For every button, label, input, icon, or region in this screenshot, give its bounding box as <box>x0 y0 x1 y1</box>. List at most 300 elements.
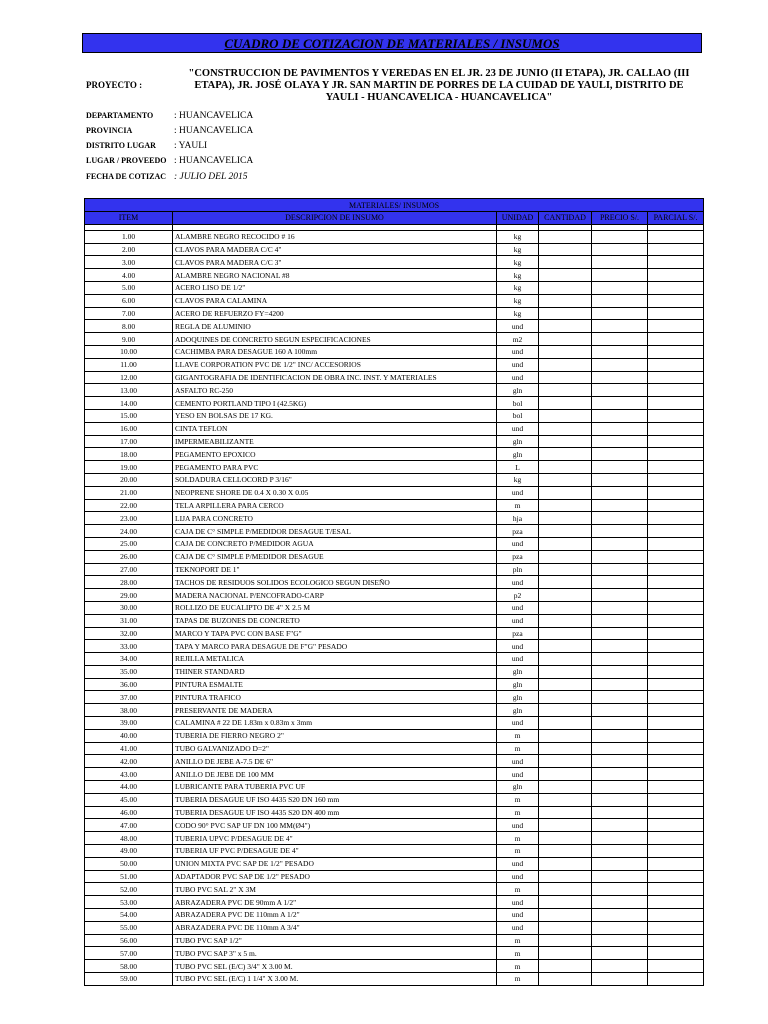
description-cell: PRESERVANTE DE MADERA <box>173 704 497 717</box>
price-cell <box>592 845 648 858</box>
unit-cell: kg <box>497 243 539 256</box>
table-row <box>85 256 704 269</box>
description-cell: CLAVOS PARA MADERA C/C 3" <box>173 256 497 269</box>
table-row <box>85 576 704 589</box>
price-cell <box>592 473 648 486</box>
price-cell <box>592 678 648 691</box>
table-row <box>85 947 704 960</box>
price-cell <box>592 704 648 717</box>
quantity-cell <box>539 525 592 538</box>
quantity-cell <box>539 793 592 806</box>
quantity-cell <box>539 307 592 320</box>
partial-cell <box>648 281 704 294</box>
price-cell <box>592 422 648 435</box>
item-cell: 2.00 <box>85 243 173 256</box>
quantity-cell <box>539 678 592 691</box>
item-cell: 38.00 <box>85 704 173 717</box>
description-cell: ALAMBRE NEGRO NACIONAL #8 <box>173 269 497 282</box>
description-cell: NEOPRENE SHORE DE 0.4 X 0.30 X 0.05 <box>173 486 497 499</box>
unit-cell: m <box>497 934 539 947</box>
partial-cell <box>648 781 704 794</box>
item-cell: 47.00 <box>85 819 173 832</box>
description-cell: TUBO PVC SEL (E/C) 3/4" X 3.00 M. <box>173 960 497 973</box>
description-cell: TAPAS DE BUZONES DE CONCRETO <box>173 614 497 627</box>
item-cell: 35.00 <box>85 665 173 678</box>
price-cell <box>592 691 648 704</box>
price-cell <box>592 653 648 666</box>
price-cell <box>592 243 648 256</box>
table-row <box>85 307 704 320</box>
partial-cell <box>648 691 704 704</box>
unit-cell: und <box>497 614 539 627</box>
unit-cell: und <box>497 371 539 384</box>
unit-cell: und <box>497 755 539 768</box>
table-row <box>85 934 704 947</box>
quantity-cell <box>539 371 592 384</box>
unit-cell: gln <box>497 678 539 691</box>
unit-cell: und <box>497 909 539 922</box>
unit-cell: pza <box>497 627 539 640</box>
table-row <box>85 589 704 602</box>
unit-cell: und <box>497 870 539 883</box>
table-row <box>85 909 704 922</box>
quantity-cell <box>539 333 592 346</box>
description-cell: REJILLA METALICA <box>173 653 497 666</box>
description-cell: TUBO PVC SAL 2" X 3M <box>173 883 497 896</box>
description-cell: TELA ARPILLERA PARA CERCO <box>173 499 497 512</box>
item-cell: 20.00 <box>85 473 173 486</box>
info-value: : JULIO DEL 2015 <box>174 172 248 182</box>
item-cell: 44.00 <box>85 781 173 794</box>
unit-cell: und <box>497 601 539 614</box>
price-cell <box>592 896 648 909</box>
description-cell: TUBERIA DESAGUE UF ISO 4435 S20 DN 160 mm <box>173 793 497 806</box>
description-cell: TAPA Y MARCO PARA DESAGUE DE F"G" PESADO <box>173 640 497 653</box>
unit-cell: und <box>497 896 539 909</box>
table-row <box>85 473 704 486</box>
description-cell: TUBERIA UPVC P/DESAGUE DE 4" <box>173 832 497 845</box>
quantity-cell <box>539 550 592 563</box>
table-row <box>85 409 704 422</box>
description-cell: ACERO LISO DE 1/2" <box>173 281 497 294</box>
description-cell: THINER STANDARD <box>173 665 497 678</box>
unit-cell: m <box>497 499 539 512</box>
quantity-cell <box>539 627 592 640</box>
unit-cell: hja <box>497 512 539 525</box>
unit-cell: kg <box>497 473 539 486</box>
unit-cell: kg <box>497 294 539 307</box>
price-cell <box>592 742 648 755</box>
unit-cell: m <box>497 832 539 845</box>
quantity-cell <box>539 589 592 602</box>
price-cell <box>592 601 648 614</box>
partial-cell <box>648 358 704 371</box>
table-row <box>85 320 704 333</box>
item-cell: 19.00 <box>85 461 173 474</box>
unit-cell: m <box>497 973 539 986</box>
description-cell: MARCO Y TAPA PVC CON BASE F"G" <box>173 627 497 640</box>
item-cell: 48.00 <box>85 832 173 845</box>
price-cell <box>592 525 648 538</box>
description-cell: PEGAMENTO PARA PVC <box>173 461 497 474</box>
price-cell <box>592 576 648 589</box>
item-cell: 25.00 <box>85 537 173 550</box>
description-cell: CALAMINA # 22 DE 1.83m x 0.83m x 3mm <box>173 717 497 730</box>
partial-cell <box>648 512 704 525</box>
unit-cell: und <box>497 358 539 371</box>
item-cell: 6.00 <box>85 294 173 307</box>
description-cell: TACHOS DE RESIDUOS SOLIDOS ECOLOGICO SEGUN DISEÑO <box>173 576 497 589</box>
item-cell: 36.00 <box>85 678 173 691</box>
info-label: FECHA DE COTIZAC <box>86 172 167 181</box>
quantity-cell <box>539 256 592 269</box>
description-cell: ANILLO DE JEBE DE 100 MM <box>173 768 497 781</box>
price-cell <box>592 486 648 499</box>
table-row <box>85 793 704 806</box>
quantity-cell <box>539 781 592 794</box>
quantity-cell <box>539 435 592 448</box>
description-cell: IMPERMEABILIZANTE <box>173 435 497 448</box>
description-cell: CAJA DE C° SIMPLE P/MEDIDOR DESAGUE <box>173 550 497 563</box>
project-label: PROYECTO : <box>86 80 143 90</box>
table-row <box>85 614 704 627</box>
price-cell <box>592 384 648 397</box>
partial-cell <box>648 729 704 742</box>
unit-cell: p2 <box>497 589 539 602</box>
quantity-cell <box>539 640 592 653</box>
item-cell: 3.00 <box>85 256 173 269</box>
item-cell: 16.00 <box>85 422 173 435</box>
description-cell: CACHIMBA PARA DESAGUE 160 A 100mm <box>173 345 497 358</box>
item-cell: 1.00 <box>85 230 173 243</box>
quantity-cell <box>539 409 592 422</box>
description-cell: CAJA DE CONCRETO P/MEDIDOR AGUA <box>173 537 497 550</box>
price-cell <box>592 832 648 845</box>
column-header-unit: UNIDAD <box>497 212 539 225</box>
quantity-cell <box>539 281 592 294</box>
quantity-cell <box>539 537 592 550</box>
table-row <box>85 294 704 307</box>
unit-cell: bol <box>497 397 539 410</box>
price-cell <box>592 397 648 410</box>
partial-cell <box>648 793 704 806</box>
partial-cell <box>648 845 704 858</box>
partial-cell <box>648 320 704 333</box>
quantity-cell <box>539 947 592 960</box>
item-cell: 18.00 <box>85 448 173 461</box>
item-cell: 4.00 <box>85 269 173 282</box>
unit-cell: und <box>497 345 539 358</box>
unit-cell: m <box>497 729 539 742</box>
description-cell: ALAMBRE NEGRO RECOCIDO # 16 <box>173 230 497 243</box>
table-row <box>85 806 704 819</box>
price-cell <box>592 819 648 832</box>
column-header-description: DESCRIPCION DE INSUMO <box>173 212 497 225</box>
quantity-cell <box>539 461 592 474</box>
table-row <box>85 781 704 794</box>
table-row <box>85 845 704 858</box>
table-row <box>85 742 704 755</box>
quantity-cell <box>539 384 592 397</box>
table-row <box>85 384 704 397</box>
table-row <box>85 921 704 934</box>
table-row <box>85 499 704 512</box>
unit-cell: und <box>497 857 539 870</box>
partial-cell <box>648 870 704 883</box>
item-cell: 5.00 <box>85 281 173 294</box>
table-row <box>85 422 704 435</box>
description-cell: LUBRICANTE PARA TUBERIA PVC UF <box>173 781 497 794</box>
table-row <box>85 653 704 666</box>
item-cell: 42.00 <box>85 755 173 768</box>
item-cell: 17.00 <box>85 435 173 448</box>
price-cell <box>592 435 648 448</box>
partial-cell <box>648 486 704 499</box>
item-cell: 32.00 <box>85 627 173 640</box>
unit-cell: m <box>497 960 539 973</box>
quantity-cell <box>539 960 592 973</box>
table-row <box>85 345 704 358</box>
description-cell: TUBO PVC SEL (E/C) 1 1/4" X 3.00 M. <box>173 973 497 986</box>
item-cell: 50.00 <box>85 857 173 870</box>
unit-cell: gln <box>497 435 539 448</box>
table-row <box>85 768 704 781</box>
price-cell <box>592 870 648 883</box>
partial-cell <box>648 601 704 614</box>
description-cell: PINTURA TRAFICO <box>173 691 497 704</box>
description-cell: SOLDADURA CELLOCORD P 3/16" <box>173 473 497 486</box>
price-cell <box>592 269 648 282</box>
partial-cell <box>648 243 704 256</box>
partial-cell <box>648 806 704 819</box>
item-cell: 27.00 <box>85 563 173 576</box>
description-cell: YESO EN BOLSAS DE 17 KG. <box>173 409 497 422</box>
description-cell: CODO 90° PVC SAP UF DN 100 MM(Ø4") <box>173 819 497 832</box>
description-cell: MADERA NACIONAL P/ENCOFRADO-CARP <box>173 589 497 602</box>
item-cell: 51.00 <box>85 870 173 883</box>
partial-cell <box>648 678 704 691</box>
price-cell <box>592 729 648 742</box>
table-body <box>85 224 704 985</box>
quantity-cell <box>539 576 592 589</box>
partial-cell <box>648 614 704 627</box>
description-cell: ASFALTO RC-250 <box>173 384 497 397</box>
partial-cell <box>648 857 704 870</box>
price-cell <box>592 512 648 525</box>
quantity-cell <box>539 512 592 525</box>
description-cell: REGLA DE ALUMINIO <box>173 320 497 333</box>
partial-cell <box>648 653 704 666</box>
quantity-cell <box>539 665 592 678</box>
quantity-cell <box>539 320 592 333</box>
item-cell: 15.00 <box>85 409 173 422</box>
price-cell <box>592 409 648 422</box>
partial-cell <box>648 640 704 653</box>
info-row-fecha <box>86 171 386 182</box>
price-cell <box>592 960 648 973</box>
description-cell: ANILLO DE JEBE A-7.5 DE 6" <box>173 755 497 768</box>
item-cell: 34.00 <box>85 653 173 666</box>
item-cell: 23.00 <box>85 512 173 525</box>
price-cell <box>592 589 648 602</box>
unit-cell: und <box>497 921 539 934</box>
item-cell: 40.00 <box>85 729 173 742</box>
description-cell: PINTURA ESMALTE <box>173 678 497 691</box>
partial-cell <box>648 461 704 474</box>
column-header-partial: PARCIAL S/. <box>648 212 704 225</box>
description-cell: TUBO PVC SAP 3" x 5 m. <box>173 947 497 960</box>
partial-cell <box>648 525 704 538</box>
price-cell <box>592 781 648 794</box>
price-cell <box>592 563 648 576</box>
partial-cell <box>648 409 704 422</box>
partial-cell <box>648 960 704 973</box>
price-cell <box>592 665 648 678</box>
partial-cell <box>648 883 704 896</box>
unit-cell: pza <box>497 525 539 538</box>
partial-cell <box>648 307 704 320</box>
quantity-cell <box>539 473 592 486</box>
table-row <box>85 281 704 294</box>
description-cell: LIJA PARA CONCRETO <box>173 512 497 525</box>
description-cell: GIGANTOGRAFIA DE IDENTIFICACION DE OBRA INC. INST. Y MATERIALES <box>173 371 497 384</box>
quantity-cell <box>539 870 592 883</box>
quantity-cell <box>539 909 592 922</box>
item-cell: 14.00 <box>85 397 173 410</box>
quantity-cell <box>539 486 592 499</box>
table-row <box>85 883 704 896</box>
quantity-cell <box>539 691 592 704</box>
item-cell: 10.00 <box>85 345 173 358</box>
column-header-quantity: CANTIDAD <box>539 212 592 225</box>
unit-cell: gln <box>497 448 539 461</box>
column-header-price: PRECIO S/. <box>592 212 648 225</box>
price-cell <box>592 294 648 307</box>
description-cell: ABRAZADERA PVC DE 90mm A 1/2" <box>173 896 497 909</box>
partial-cell <box>648 269 704 282</box>
table-row <box>85 832 704 845</box>
description-cell: CEMENTO PORTLAND TIPO I (42.5KG) <box>173 397 497 410</box>
price-cell <box>592 883 648 896</box>
price-cell <box>592 614 648 627</box>
table-row <box>85 601 704 614</box>
partial-cell <box>648 345 704 358</box>
item-cell: 29.00 <box>85 589 173 602</box>
price-cell <box>592 947 648 960</box>
quantity-cell <box>539 742 592 755</box>
price-cell <box>592 333 648 346</box>
item-cell: 11.00 <box>85 358 173 371</box>
unit-cell: und <box>497 653 539 666</box>
unit-cell: und <box>497 576 539 589</box>
table-row <box>85 537 704 550</box>
description-cell: TUBERIA DESAGUE UF ISO 4435 S20 DN 400 mm <box>173 806 497 819</box>
unit-cell: und <box>497 486 539 499</box>
partial-cell <box>648 742 704 755</box>
unit-cell: und <box>497 819 539 832</box>
partial-cell <box>648 448 704 461</box>
partial-cell <box>648 230 704 243</box>
partial-cell <box>648 371 704 384</box>
partial-cell <box>648 819 704 832</box>
document-title: CUADRO DE COTIZACION DE MATERIALES / INSUMOS <box>224 36 560 51</box>
quantity-cell <box>539 973 592 986</box>
partial-cell <box>648 537 704 550</box>
unit-cell: kg <box>497 307 539 320</box>
partial-cell <box>648 934 704 947</box>
table-row <box>85 717 704 730</box>
quantity-cell <box>539 397 592 410</box>
unit-cell: und <box>497 320 539 333</box>
unit-cell: und <box>497 717 539 730</box>
partial-cell <box>648 768 704 781</box>
partial-cell <box>648 422 704 435</box>
unit-cell: kg <box>497 230 539 243</box>
quantity-cell <box>539 614 592 627</box>
partial-cell <box>648 435 704 448</box>
partial-cell <box>648 947 704 960</box>
table-row <box>85 269 704 282</box>
info-row-departamento <box>86 110 386 121</box>
quantity-cell <box>539 422 592 435</box>
section-header: MATERIALES/ INSUMOS <box>85 199 704 212</box>
price-cell <box>592 768 648 781</box>
table-row <box>85 729 704 742</box>
price-cell <box>592 461 648 474</box>
project-name: "CONSTRUCCION DE PAVIMENTOS Y VEREDAS EN EL JR. 23 DE JUNIO (II ETAPA), JR. CALLAO (III ETAPA), JR. JOSÉ OLAYA Y JR. SAN MARTIN DE PORRES DE LA CUIDAD DE YAULI, DISTRITO DE YAULI - HUANCAVELICA - HUANCAVELICA" <box>188 68 690 103</box>
quantity-cell <box>539 294 592 307</box>
price-cell <box>592 550 648 563</box>
item-cell: 57.00 <box>85 947 173 960</box>
item-cell: 9.00 <box>85 333 173 346</box>
quantity-cell <box>539 934 592 947</box>
table-row <box>85 371 704 384</box>
description-cell: TUBERIA UF PVC P/DESAGUE DE 4" <box>173 845 497 858</box>
unit-cell: gln <box>497 704 539 717</box>
item-cell: 12.00 <box>85 371 173 384</box>
table-row <box>85 819 704 832</box>
unit-cell: m2 <box>497 333 539 346</box>
price-cell <box>592 934 648 947</box>
price-cell <box>592 371 648 384</box>
quantity-cell <box>539 345 592 358</box>
price-cell <box>592 448 648 461</box>
price-cell <box>592 909 648 922</box>
description-cell: ADAPTADOR PVC SAP DE 1/2" PESADO <box>173 870 497 883</box>
table-row <box>85 397 704 410</box>
unit-cell: pza <box>497 550 539 563</box>
unit-cell: gln <box>497 384 539 397</box>
partial-cell <box>648 896 704 909</box>
table-row <box>85 243 704 256</box>
partial-cell <box>648 704 704 717</box>
partial-cell <box>648 627 704 640</box>
item-cell: 26.00 <box>85 550 173 563</box>
description-cell: TUBERIA DE FIERRO NEGRO 2" <box>173 729 497 742</box>
item-cell: 21.00 <box>85 486 173 499</box>
quantity-cell <box>539 358 592 371</box>
price-cell <box>592 755 648 768</box>
unit-cell: gln <box>497 665 539 678</box>
partial-cell <box>648 665 704 678</box>
quantity-cell <box>539 819 592 832</box>
price-cell <box>592 627 648 640</box>
unit-cell: m <box>497 806 539 819</box>
quantity-cell <box>539 230 592 243</box>
quantity-cell <box>539 601 592 614</box>
quantity-cell <box>539 921 592 934</box>
info-label: LUGAR / PROVEEDO <box>86 156 167 165</box>
